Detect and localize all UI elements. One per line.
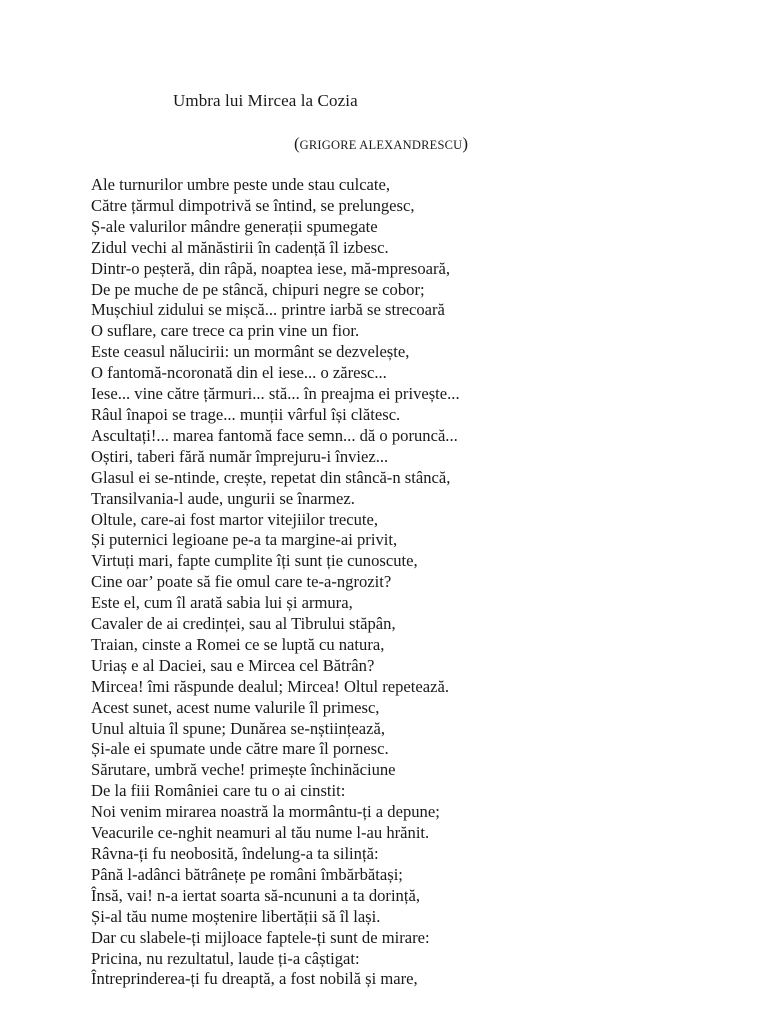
poem-title: Umbra lui Mircea la Cozia xyxy=(173,91,358,110)
poem-line: Este ceasul nălucirii: un mormânt se dezvelește, xyxy=(91,342,410,362)
poem-line: Unul altuia îl spune; Dunărea se-nștiințează, xyxy=(91,718,385,738)
poem-line: Către țărmul dimpotrivă se întind, se prelungesc, xyxy=(91,195,415,215)
poem-line: Mircea! îmi răspunde dealul; Mircea! Oltul repetează. xyxy=(91,676,449,696)
poem-body xyxy=(91,175,751,990)
poem-line: Râul înapoi se trage... munții vârful își clătesc. xyxy=(91,404,401,424)
poem-line: Este el, cum îl arată sabia lui și armura, xyxy=(91,593,353,613)
poem-line: Ascultați!... marea fantomă face semn... dă o poruncă... xyxy=(91,425,458,445)
poem-line: Virtuți mari, fapte cumplite îți sunt ție cunoscute, xyxy=(91,551,418,571)
poem-line: Traian, cinste a Romei ce se luptă cu natura, xyxy=(91,634,385,654)
poem-line: Sărutare, umbră veche! primește închinăciune xyxy=(91,760,396,780)
author-name: GRIGORE ALEXANDRESCU xyxy=(299,138,463,152)
poem-line: Veacurile ce-nghit neamuri al tău nume l-au hrănit. xyxy=(91,823,430,843)
poem-line: O fantomă-ncoronată din el iese... o zăresc... xyxy=(91,363,387,383)
poem-line: Acest sunet, acest nume valurile îl primesc, xyxy=(91,697,380,717)
poem-line: Cavaler de ai credinței, sau al Tibrului stăpân, xyxy=(91,614,396,634)
poem-line: Dintr-o peșteră, din râpă, noaptea iese, mă-mpresoară, xyxy=(91,258,451,278)
poem-line: Însă, vai! n-a iertat soarta să-ncununi a ta dorință, xyxy=(91,885,420,905)
poem-line: Pricina, nu rezultatul, laude ți-a câștigat: xyxy=(91,948,360,968)
poem-line: Noi venim mirarea noastră la mormântu-ți a depune; xyxy=(91,802,440,822)
poem-line: De pe muche de pe stâncă, chipuri negre se cobor; xyxy=(91,279,425,299)
poem-line: Râvna-ți fu neobosită, îndelung-a ta silință: xyxy=(91,844,379,863)
poem-line: O suflare, care trece ca prin vine un fior. xyxy=(91,321,360,341)
poem-line: Până l-adânci bătrânețe pe români îmbărbătași; xyxy=(91,864,403,884)
poem-author xyxy=(294,134,468,154)
poem-line: Zidul vechi al mănăstirii în cadență îl izbesc. xyxy=(91,237,389,257)
poem-line: Mușchiul zidului se mișcă... printre iarbă se strecoară xyxy=(91,300,445,320)
poem-line: Ale turnurilor umbre peste unde stau culcate, xyxy=(91,175,391,194)
poem-line: Și puternici legioane pe-a ta margine-ai privit, xyxy=(91,530,398,550)
poem-line: Uriaș e al Daciei, sau e Mircea cel Bătrân? xyxy=(91,655,375,675)
poem-line: De la fiii României care tu o ai cinstit: xyxy=(91,781,346,801)
poem-line: Și-ale ei spumate unde către mare îl pornesc. xyxy=(91,739,389,759)
poem-line: Și-al tău nume moștenire libertății să îl lași. xyxy=(91,906,381,926)
poem-line: Oștiri, taberi fără număr împrejuru-i înviez... xyxy=(91,446,389,466)
poem-line: Oltule, care-ai fost martor vitejiilor trecute, xyxy=(91,509,379,529)
poem-line: Dar cu slabele-ți mijloace faptele-ți sunt de mirare: xyxy=(91,927,430,947)
poem-line: Transilvania-l aude, ungurii se înarmez. xyxy=(91,488,355,508)
author-open-paren: ( xyxy=(294,134,300,153)
author-close-paren: ) xyxy=(462,134,469,153)
poem-line: Glasul ei se-ntinde, crește, repetat din stâncă-n stâncă, xyxy=(91,467,451,487)
poem-line: Cine oar’ poate să fie omul care te-a-ngrozit? xyxy=(91,572,392,592)
poem-line: Întreprinderea-ți fu dreaptă, a fost nobilă și mare, xyxy=(91,969,418,989)
poem-line: Iese... vine către țărmuri... stă... în preajma ei privește... xyxy=(91,384,460,404)
poem-line: Ș-ale valurilor mândre generații spumegate xyxy=(91,216,378,236)
